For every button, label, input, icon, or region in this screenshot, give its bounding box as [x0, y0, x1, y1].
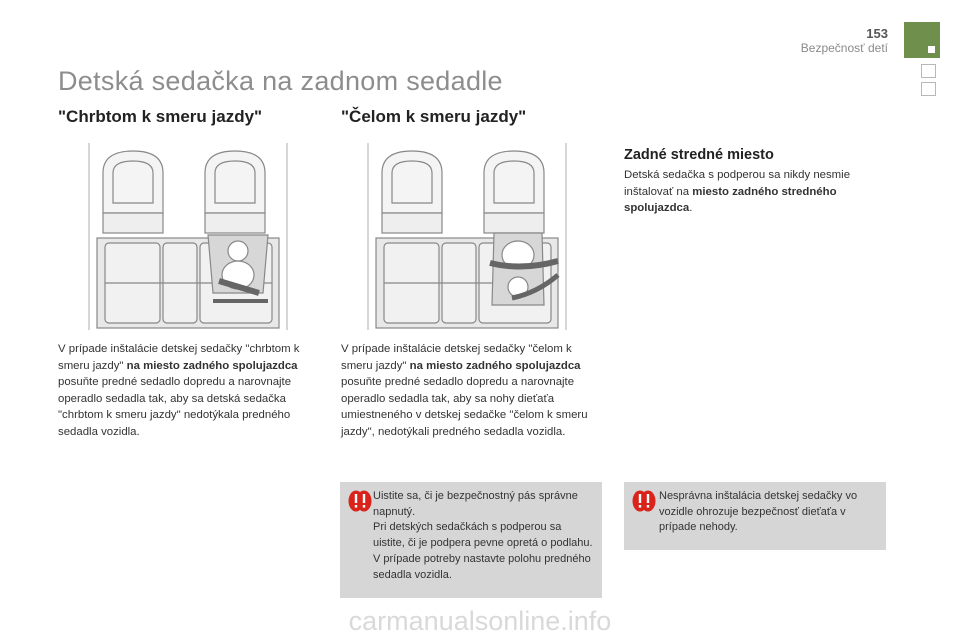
- warning-icon: [632, 490, 656, 512]
- rear-center-text: [624, 167, 874, 217]
- text-segment: posuňte predné sedadlo dopredu a narovnajte operadlo sedadla tak, aby sa nohy dieťaťa umiestneného v detskej sedačke "čelom k smeru jazdy", nedotýkali predného sedadla vozidla.: [341, 376, 588, 438]
- car-seat-illustration: [362, 143, 572, 330]
- chapter-tab-active[interactable]: [904, 22, 940, 58]
- warning-text: [373, 489, 595, 583]
- chapter-tab[interactable]: [921, 82, 936, 96]
- forward-facing-illustration: [362, 143, 572, 330]
- text-bold: miesto zadného stredného spolujazdca: [624, 185, 837, 214]
- warning-line: Pri detských sedačkách s podperou sa uistite, či je podpera pevne opretá o podlahu. V prípade potreby nastavte polohu predného sedadla vozidla.: [373, 521, 593, 581]
- square-marker-icon: [928, 46, 935, 53]
- rear-center-heading: Zadné stredné miesto: [624, 147, 774, 163]
- text-segment: V prípade inštalácie detskej sedačky "chrbtom k smeru jazdy": [58, 343, 300, 372]
- warning-text: Nesprávna inštalácia detskej sedačky vo vozidle ohrozuje bezpečnosť dieťaťa v prípade nehody.: [659, 490, 858, 534]
- text-segment: posuňte predné sedadlo dopredu a narovnajte operadlo sedadla tak, aby sa detská sedačka "chrbtom k smeru jazdy" nedotýkala predného sedadla vozidla.: [58, 376, 292, 438]
- forward-facing-heading: "Čelom k smeru jazdy": [341, 107, 527, 126]
- text-segment: Detská sedačka s podperou sa nikdy nesmie inštalovať na: [624, 169, 851, 198]
- chapter-tab[interactable]: [921, 64, 936, 78]
- warning-icon: [348, 490, 372, 512]
- rear-facing-heading: "Chrbtom k smeru jazdy": [58, 107, 263, 126]
- warning-box-seatbelt: [340, 482, 602, 598]
- rear-facing-illustration: [83, 143, 293, 330]
- warning-box-installation: [624, 482, 886, 550]
- section-name: Bezpečnosť detí: [800, 41, 888, 55]
- car-seat-illustration: [83, 143, 293, 330]
- page-number: 153: [866, 26, 888, 41]
- text-segment: .: [689, 202, 693, 214]
- forward-facing-text: [341, 341, 605, 440]
- text-bold: na miesto zadného spolujazdca: [126, 359, 298, 372]
- text-bold: na miesto zadného spolujazdca: [409, 359, 581, 372]
- warning-line: Uistite sa, či je bezpečnostný pás správne napnutý.: [373, 490, 578, 518]
- watermark: carmanualsonline.info: [348, 606, 612, 636]
- page-title: Detská sedačka na zadnom sedadle: [58, 66, 503, 96]
- text-segment: V prípade inštalácie detskej sedačky "čelom k smeru jazdy": [341, 343, 572, 372]
- rear-facing-text: [58, 341, 322, 440]
